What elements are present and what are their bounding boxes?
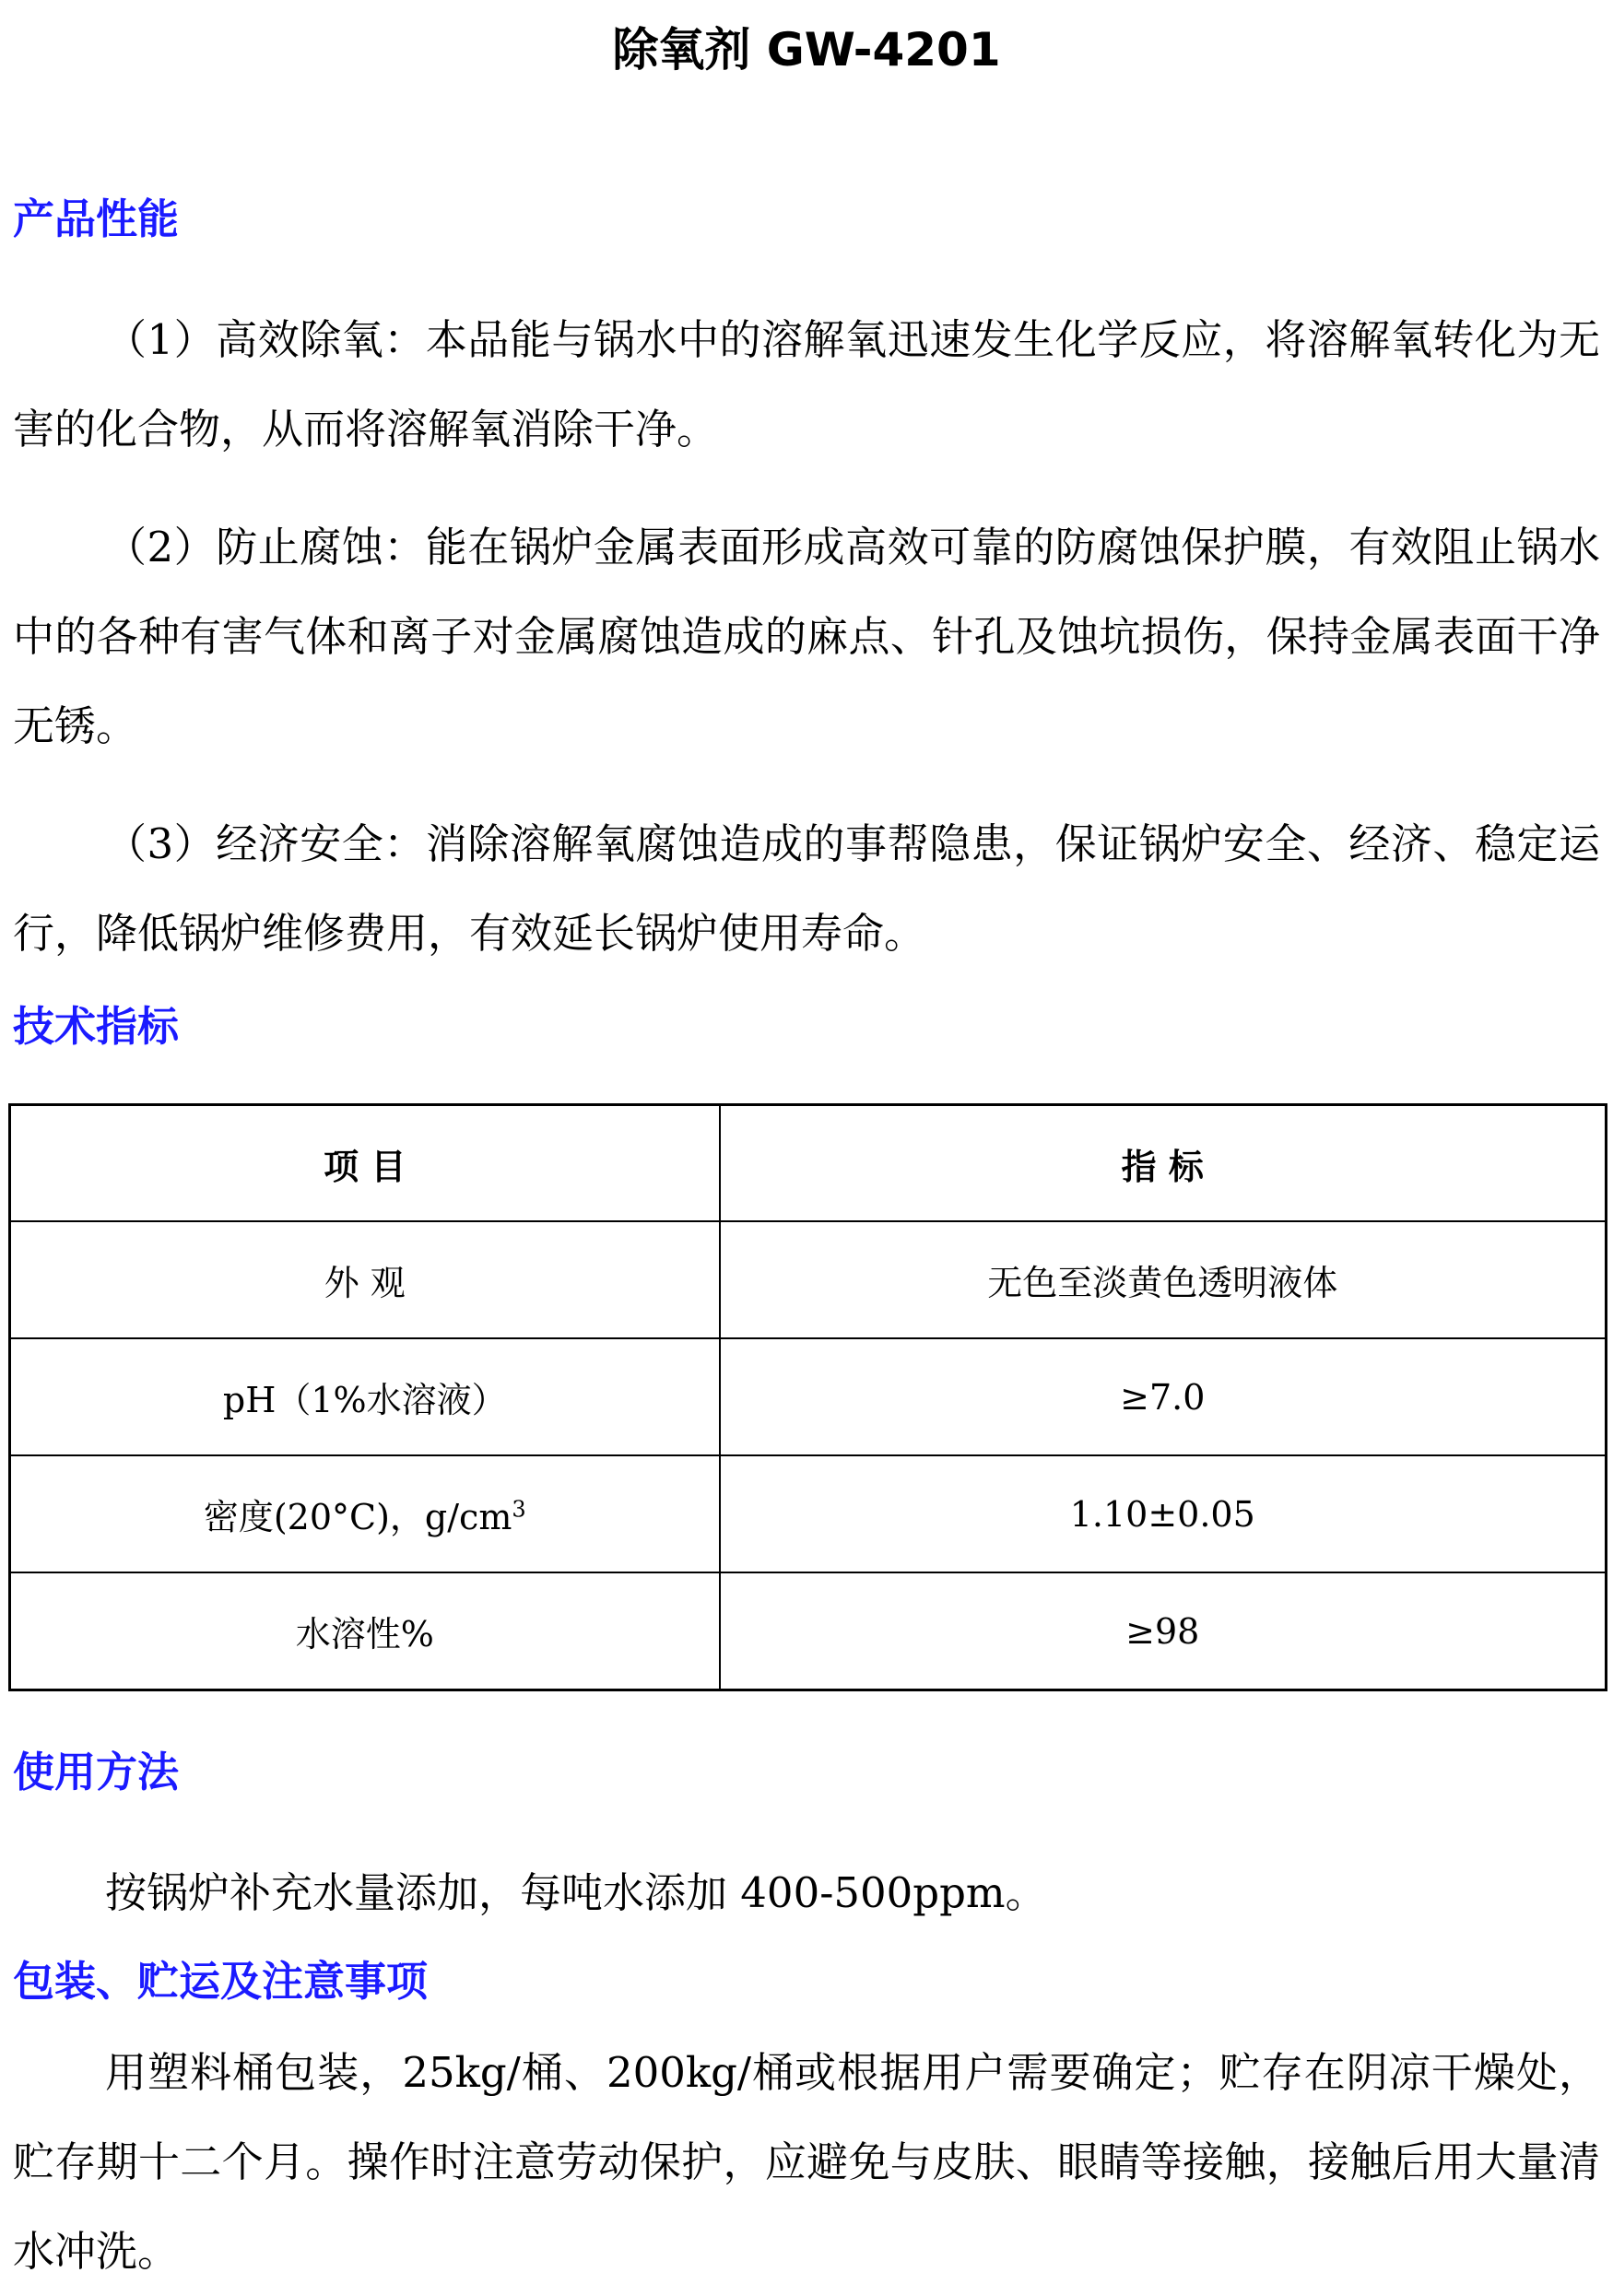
- performance-paragraph-3: （3）经济安全：消除溶解氧腐蚀造成的事帮隐患，保证锅炉安全、经济、稳定运行，降低锅炉维修费用，有效延长锅炉使用寿命。: [13, 819, 1600, 958]
- table-cell-value: 无色至淡黄色透明液体: [720, 1221, 1607, 1338]
- table-cell-item: pH（1%水溶液）: [10, 1338, 720, 1455]
- table-row: [10, 1455, 1607, 1572]
- table-row: [10, 1338, 1607, 1455]
- performance-paragraph-2: （2）防止腐蚀：能在锅炉金属表面形成高效可靠的防腐蚀保护膜，有效阻止锅水中的各种有害气体和离子对金属腐蚀造成的麻点、针孔及蚀坑损伤，保持金属表面干净无锈。: [13, 523, 1600, 750]
- performance-paragraph-1: （1）高效除氧：本品能与锅水中的溶解氧迅速发生化学反应，将溶解氧转化为无害的化合物，从而将溶解氧消除干净。: [13, 315, 1600, 453]
- table-header-value: 指 标: [720, 1105, 1607, 1222]
- density-unit-superscript: 3: [512, 1496, 526, 1523]
- usage-paragraph: 按锅炉补充水量添加，每吨水添加 400-500ppm。: [105, 1868, 1047, 1917]
- section-heading-packaging: 包装、贮运及注意事项: [13, 1957, 429, 2006]
- table-cell-item: 外 观: [10, 1221, 720, 1338]
- section-heading-specs: 技术指标: [13, 1002, 180, 1051]
- page-title: 除氧剂 GW-4201: [612, 23, 1001, 77]
- table-cell-value: ≥98: [720, 1572, 1607, 1690]
- spec-table: [8, 1103, 1607, 1691]
- table-cell-value: ≥7.0: [720, 1338, 1607, 1455]
- table-cell-item: [10, 1455, 720, 1572]
- table-cell-value: 1.10±0.05: [720, 1455, 1607, 1572]
- packaging-paragraph: 用塑料桶包装，25kg/桶、200kg/桶或根据用户需要确定；贮存在阴凉干燥处，贮存期十二个月。操作时注意劳动保护，应避免与皮肤、眼睛等接触，接触后用大量清水冲洗。: [13, 2048, 1600, 2276]
- table-row: [10, 1221, 1607, 1338]
- table-header-row: [10, 1105, 1607, 1222]
- table-cell-item: 水溶性%: [10, 1572, 720, 1690]
- section-heading-performance: 产品性能: [13, 194, 180, 243]
- table-header-item: 项 目: [10, 1105, 720, 1222]
- density-label: 密度(20°C)，g/cm: [203, 1497, 512, 1537]
- section-heading-usage: 使用方法: [13, 1748, 180, 1796]
- table-row: [10, 1572, 1607, 1690]
